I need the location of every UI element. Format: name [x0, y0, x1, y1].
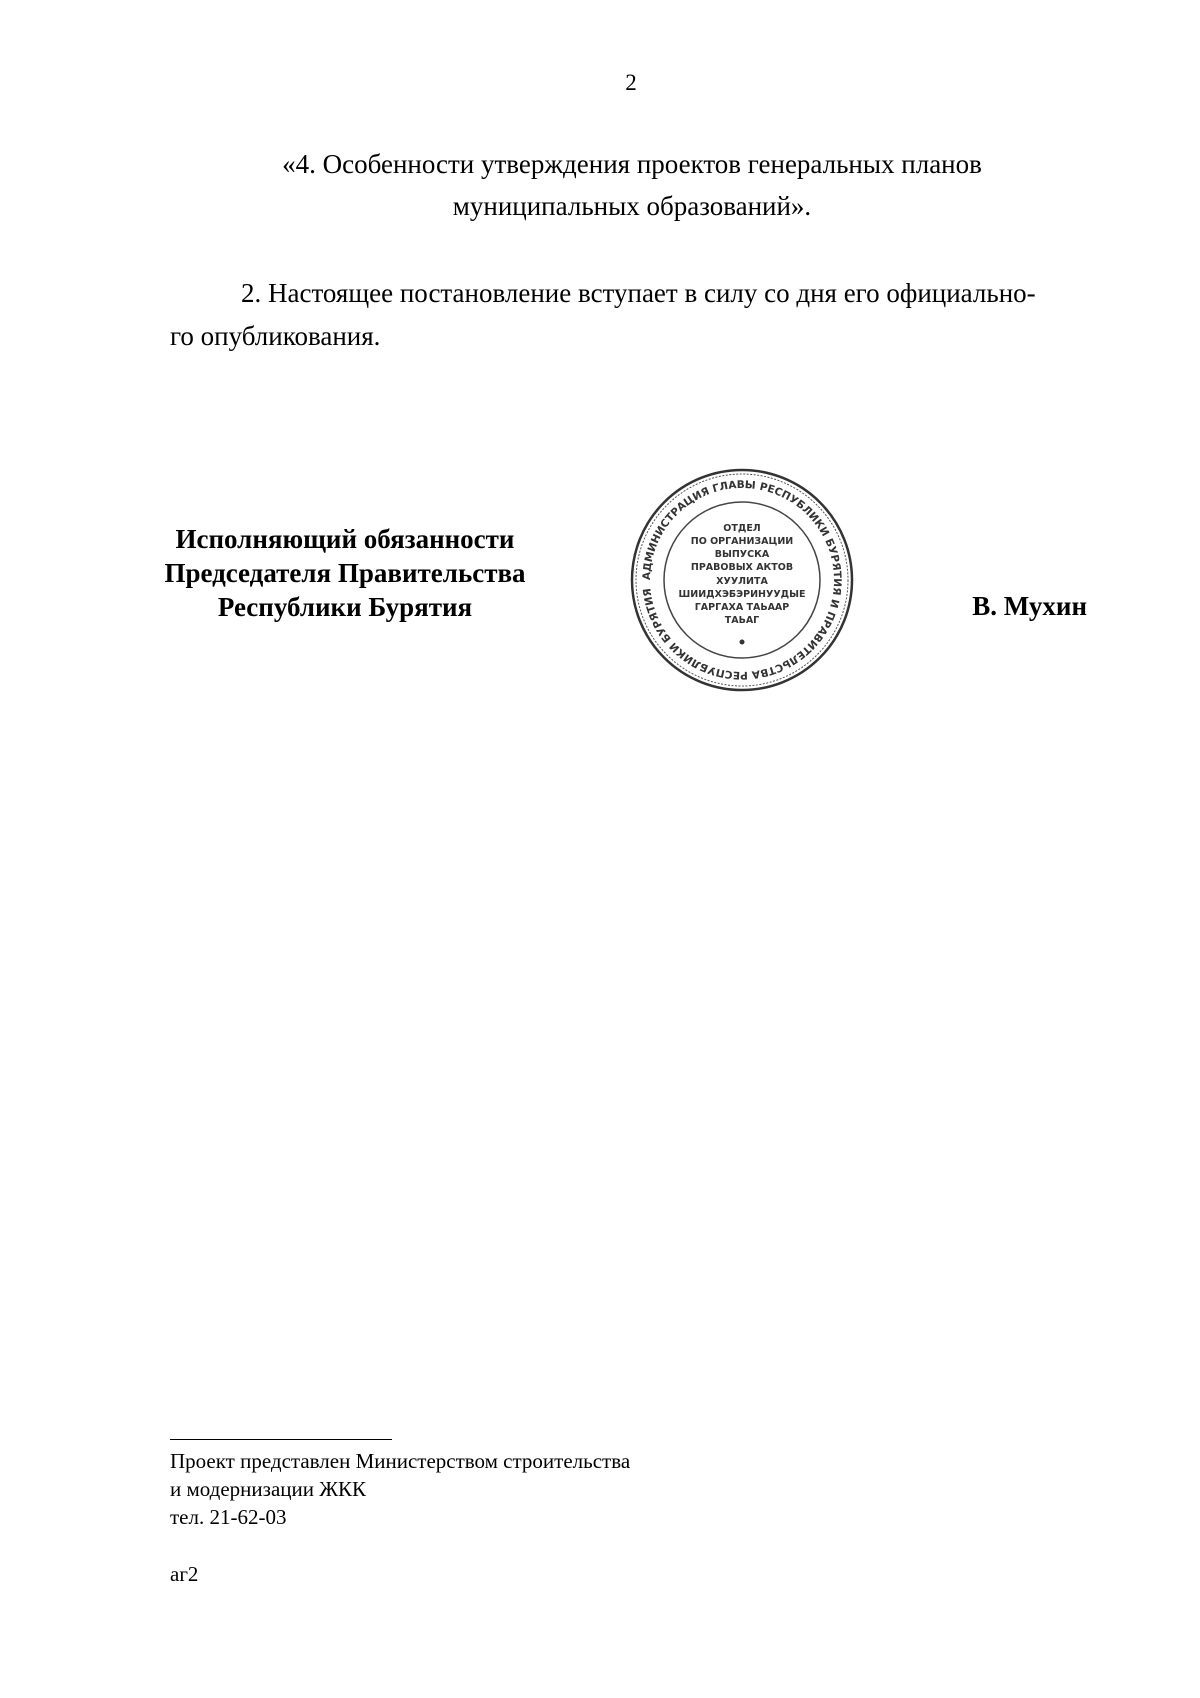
signatory-name: В. Мухин	[972, 591, 1087, 621]
footnote	[170, 1447, 630, 1531]
signatory-title-line-1: Исполняющий обязанности	[175, 524, 515, 554]
seal-center-line: ВЫПУСКА	[714, 549, 770, 560]
paragraph-line-2: го опубликования.	[170, 321, 381, 351]
signatory-title	[150, 522, 540, 624]
heading-line-1: «4. Особенности утверждения проектов генеральных планов	[282, 149, 982, 179]
signatory-title-line-3: Республики Бурятия	[217, 592, 473, 622]
seal-outer-text: АДМИНИСТРАЦИЯ ГЛАВЫ РЕСПУБЛИКИ БУРЯТИЯ И ПРАВИТЕЛЬСТВА РЕСПУБЛИКИ БУРЯТИЯ	[640, 478, 844, 682]
page-number: 2	[625, 70, 637, 95]
heading-line-2: муниципальных образований».	[452, 191, 812, 221]
footnote-line-1: Проект представлен Министерством строительства	[170, 1449, 631, 1473]
seal-center-line: ТАЬАГ	[724, 615, 760, 626]
document-code: аг2	[170, 1562, 199, 1586]
seal-center-line: ПО ОРГАНИЗАЦИИ	[690, 536, 794, 547]
footnote-line-3: тел. 21-62-03	[170, 1505, 287, 1529]
seal-center-line: ГАРГАХА ТАЬААР	[694, 602, 790, 613]
seal-center-line: ПРАВОВЫХ АКТОВ	[690, 562, 794, 573]
paragraph-2	[170, 272, 1050, 358]
seal-center-line: ШИИДХЭБЭРИНУУДЫЕ	[678, 589, 806, 600]
seal-center-line: ОТДЕЛ	[723, 523, 761, 534]
footnote-divider	[170, 1439, 392, 1440]
seal-center-line: ХУУЛИТА	[716, 576, 768, 587]
official-seal	[628, 466, 856, 694]
footnote-line-2: и модернизации ЖКК	[170, 1477, 367, 1501]
paragraph-line-1: 2. Настоящее постановление вступает в силу со дня его официально-	[241, 278, 1036, 308]
seal-star-icon	[740, 640, 745, 645]
signatory-title-line-2: Председателя Правительства	[164, 558, 526, 588]
section-heading	[232, 143, 1032, 227]
